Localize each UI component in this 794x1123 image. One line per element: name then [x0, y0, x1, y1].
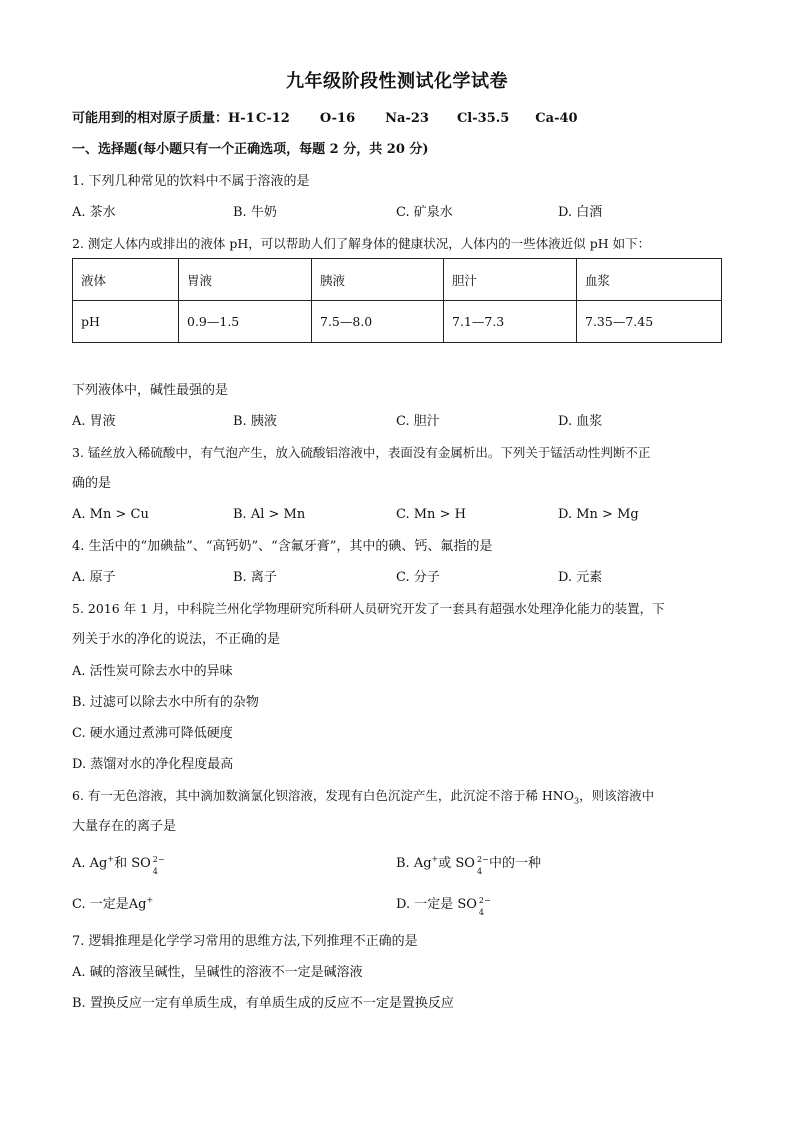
mass-item: Ca-40 — [535, 111, 578, 126]
q5-option-a: A. 活性炭可除去水中的异味 — [72, 664, 233, 679]
table-row — [73, 259, 722, 301]
q4-option-c: C. 分子 — [396, 570, 440, 585]
question-7-stem: 7. 逻辑推理是化学学习常用的思维方法,下列推理不正确的是 — [72, 934, 418, 949]
exam-title: 九年级阶段性测试化学试卷 — [286, 71, 508, 92]
q6-option-c — [72, 896, 153, 914]
ion-charge: 2− — [476, 855, 489, 864]
mass-item: Cl-35.5 — [456, 111, 510, 126]
q3-option-a: A. Mn > Cu — [72, 507, 149, 522]
table-cell: 血浆 — [577, 259, 722, 301]
q6-option-a — [72, 854, 165, 876]
q6-a-charge: + — [107, 854, 115, 864]
question-6-stem-cont: 大量存在的离子是 — [72, 819, 177, 834]
q1-option-b: B. 牛奶 — [233, 205, 277, 220]
ion-charge: 2− — [152, 855, 165, 864]
q6-c-charge: + — [146, 895, 154, 905]
q6-option-d — [396, 896, 491, 917]
q7-option-b: B. 置换反应一定有单质生成，有单质生成的反应不一定是置换反应 — [72, 996, 454, 1011]
q5-option-b: B. 过滤可以除去水中所有的杂物 — [72, 695, 259, 710]
q6-a-text: A. Ag — [72, 856, 108, 871]
q4-option-d: D. 元素 — [558, 570, 603, 585]
sulfate-ion-label — [151, 855, 165, 876]
q5-option-c: C. 硬水通过煮沸可降低硬度 — [72, 726, 233, 741]
q6-d-text: D. 一定是 SO — [396, 897, 477, 912]
q6-option-b — [396, 854, 541, 876]
atomic-masses-label: 可能用到的相对原子质量： — [72, 111, 229, 126]
q6-b-text: B. Ag — [396, 856, 432, 871]
mass-item: Na-23 — [385, 111, 429, 126]
table-cell: 液体 — [73, 259, 179, 301]
table-cell: 胰液 — [312, 259, 444, 301]
section-heading: 一、选择题(每小题只有一个正确选项，每题 2 分，共 20 分) — [72, 142, 429, 157]
q6-stem-text: 6. 有一无色溶液，其中滴加数滴氯化钡溶液，发现有白色沉淀产生，此沉淀不溶于稀 HNO — [72, 788, 574, 803]
sulfate-ion-label — [477, 896, 491, 917]
mass-item: C-12 — [256, 111, 290, 126]
question-1-stem: 1. 下列几种常见的饮料中不属于溶液的是 — [72, 174, 310, 189]
question-3-stem: 3. 锰丝放入稀硫酸中，有气泡产生，放入硫酸铝溶液中，表面没有金属析出。下列关于锰活动性判断不正 — [72, 445, 651, 460]
table-cell: 7.35—7.45 — [577, 301, 722, 343]
table-row — [73, 301, 722, 343]
q6-subscript: 3 — [573, 796, 580, 806]
q3-option-d: D. Mn > Mg — [558, 507, 639, 522]
atomic-masses: 可能用到的相对原子质量：H-1C-12 O-16 Na-23 Cl-35.5 Ca-40 — [72, 111, 578, 126]
ion-charge: 2− — [478, 896, 491, 905]
q3-option-c: C. Mn > H — [396, 507, 466, 522]
table-cell: 0.9—1.5 — [179, 301, 312, 343]
ion-subscript: 4 — [152, 867, 158, 876]
q4-option-b: B. 离子 — [233, 570, 277, 585]
q4-option-a: A. 原子 — [72, 570, 116, 585]
ion-subscript: 4 — [478, 908, 485, 917]
ph-table — [72, 258, 722, 343]
q2-option-a: A. 胃液 — [72, 414, 116, 429]
q6-b-text-end: 中的一种 — [488, 856, 541, 871]
table-cell: 7.1—7.3 — [444, 301, 577, 343]
question-3-stem-cont: 确的是 — [72, 476, 112, 491]
question-5-stem-cont: 列关于水的净化的说法，不正确的是 — [72, 632, 281, 647]
q6-b-text-mid: 或 SO — [438, 856, 475, 871]
table-cell: pH — [73, 301, 179, 343]
q3-option-b: B. Al > Mn — [233, 507, 306, 522]
question-6-stem — [72, 787, 654, 805]
mass-item: O-16 — [319, 111, 356, 126]
table-cell: 7.5—8.0 — [312, 301, 444, 343]
question-2-prompt: 下列液体中，碱性最强的是 — [72, 383, 229, 398]
sulfate-ion-label — [475, 855, 489, 876]
q1-option-d: D. 白酒 — [558, 205, 603, 220]
q5-option-d: D. 蒸馏对水的净化程度最高 — [72, 757, 234, 772]
q1-option-a: A. 茶水 — [72, 205, 116, 220]
question-2-stem: 2. 测定人体内或排出的液体 pH，可以帮助人们了解身体的健康状况，人体内的一些体液近似 pH 如下： — [72, 236, 651, 251]
question-5-stem: 5. 2016 年 1 月，中科院兰州化学物理研究所科研人员研究开发了一套具有超强水处理净化能力的装置，下 — [72, 601, 665, 616]
q6-b-charge: + — [431, 854, 439, 864]
q2-option-d: D. 血浆 — [558, 414, 603, 429]
q6-c-text: C. 一定是Ag — [72, 897, 147, 912]
q1-option-c: C. 矿泉水 — [396, 205, 453, 220]
q7-option-a: A. 碱的溶液呈碱性，呈碱性的溶液不一定是碱溶液 — [72, 965, 363, 980]
q6-stem-text-end: ，则该溶液中 — [579, 788, 655, 803]
q2-option-c: C. 胆汁 — [396, 414, 440, 429]
q6-a-text-mid: 和 SO — [114, 856, 151, 871]
table-cell: 胆汁 — [444, 259, 577, 301]
table-cell: 胃液 — [179, 259, 312, 301]
q2-option-b: B. 胰液 — [233, 414, 277, 429]
question-4-stem: 4. 生活中的“加碘盐”、“高钙奶”、“含氟牙膏”，其中的碘、钙、氟指的是 — [72, 539, 493, 554]
ion-subscript: 4 — [476, 867, 483, 876]
